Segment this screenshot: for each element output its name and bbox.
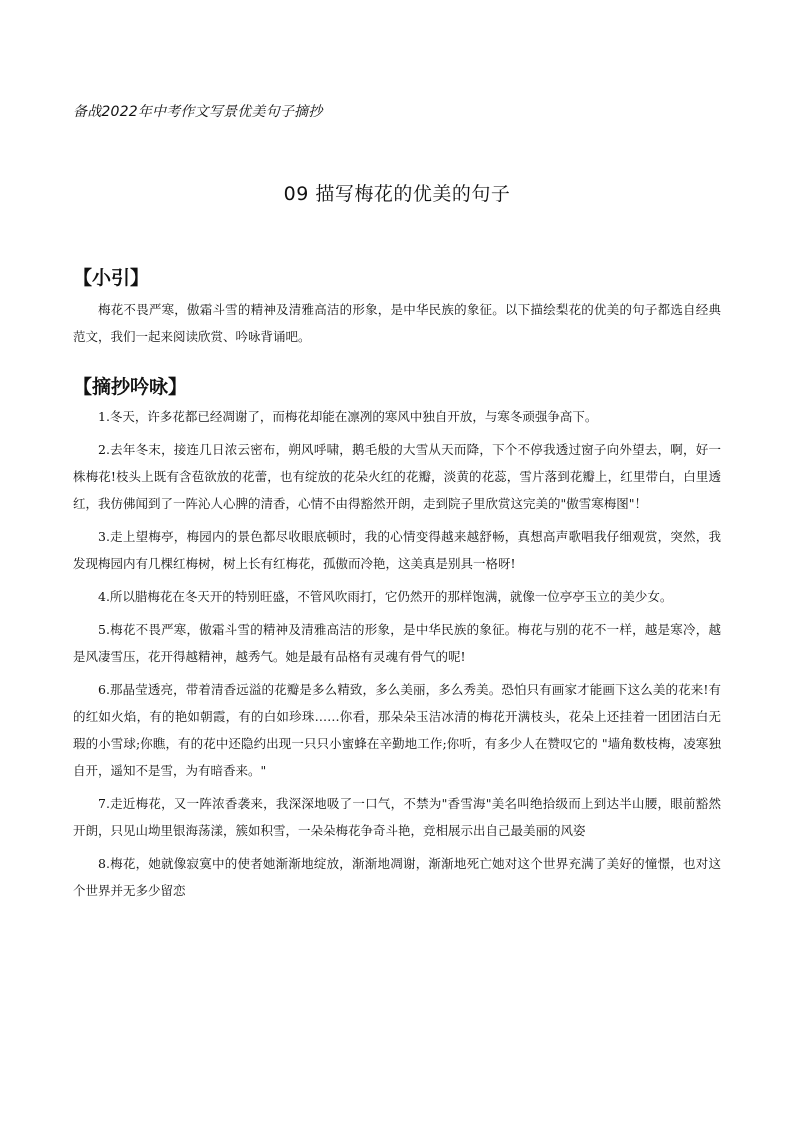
excerpt-list — [73, 403, 721, 910]
intro-paragraph: 梅花不畏严寒，傲霜斗雪的精神及清雅高洁的形象，是中华民族的象征。以下描绘梨花的优美的句子都选自经典范文，我们一起来阅读欣赏、吟咏背诵吧。 — [73, 302, 721, 344]
excerpts-heading: 【摘抄吟咏】 — [73, 376, 188, 398]
excerpt-item-4: 4.所以腊梅花在冬天开的特别旺盛，不管风吹雨打，它仍然开的那样饱满，就像一位亭亭玉立的美少女。 — [98, 589, 673, 604]
excerpt-item-8: 8.梅花，她就像寂寞中的使者她渐渐地绽放，渐渐地凋谢，渐渐地死亡她对这个世界充满了美好的憧憬，也对这个世界并无多少留恋 — [73, 856, 721, 898]
excerpt-item-1: 1.冬天，许多花都已经凋谢了，而梅花却能在凛冽的寒风中独自开放，与寒冬顽强争高下。 — [98, 409, 598, 424]
document-title: 09 描写梅花的优美的句子 — [283, 183, 511, 205]
excerpt-item-5: 5.梅花不畏严寒，傲霜斗雪的精神及清雅高洁的形象，是中华民族的象征。梅花与别的花不一样，越是寒冷，越是风凄雪压，花开得越精神，越秀气。她是最有品格有灵魂有骨气的呢! — [73, 622, 721, 664]
intro-heading: 【小引】 — [73, 267, 150, 289]
excerpt-item-7: 7.走近梅花，又一阵浓香袭来，我深深地吸了一口气，不禁为"香雪海"美名叫绝拾级而上到达半山腰，眼前豁然开朗，只见山坳里银海荡漾，簇如积雪，一朵朵梅花争奇斗艳，竞相展示出自己最美丽的风姿 — [73, 796, 721, 838]
header-note: 备战2022年中考作文写景优美句子摘抄 — [73, 104, 323, 120]
excerpt-item-3: 3.走上望梅亭，梅园内的景色都尽收眼底顿时，我的心情变得越来越舒畅，真想高声歌唱我仔细观赏，突然，我发现梅园内有几棵红梅树，树上长有红梅花，孤傲而冷艳，这美真是别具一格呀! — [73, 529, 721, 571]
excerpt-item-2: 2.去年冬末，接连几日浓云密布，朔风呼啸，鹅毛般的大雪从天而降，下个不停我透过窗子向外望去，啊，好一株梅花!枝头上既有含苞欲放的花蕾，也有绽放的花朵火红的花瓣，淡黄的花蕊，雪片落到花瓣上，红里带白，白里透红，我仿佛闻到了一阵沁人心脾的清香，心情不由得豁然开朗，走到院子里欣赏这完美的"傲雪寒梅图"！ — [73, 442, 721, 511]
excerpt-item-6: 6.那晶莹透亮，带着清香远溢的花瓣是多么精致，多么美丽，多么秀美。恐怕只有画家才能画下这么美的花来!有的红如火焰，有的艳如朝霞，有的白如珍珠……你看，那朵朵玉洁冰清的梅花开满枝头，花朵上还挂着一团团洁白无瑕的小雪球;你瞧，有的花中还隐约出现一只只小蜜蜂在辛勤地工作;你听，有多少人在赞叹它的 "墙角数枝梅，凌寒独自开，遥知不是雪，为有暗香来。" — [73, 682, 721, 778]
